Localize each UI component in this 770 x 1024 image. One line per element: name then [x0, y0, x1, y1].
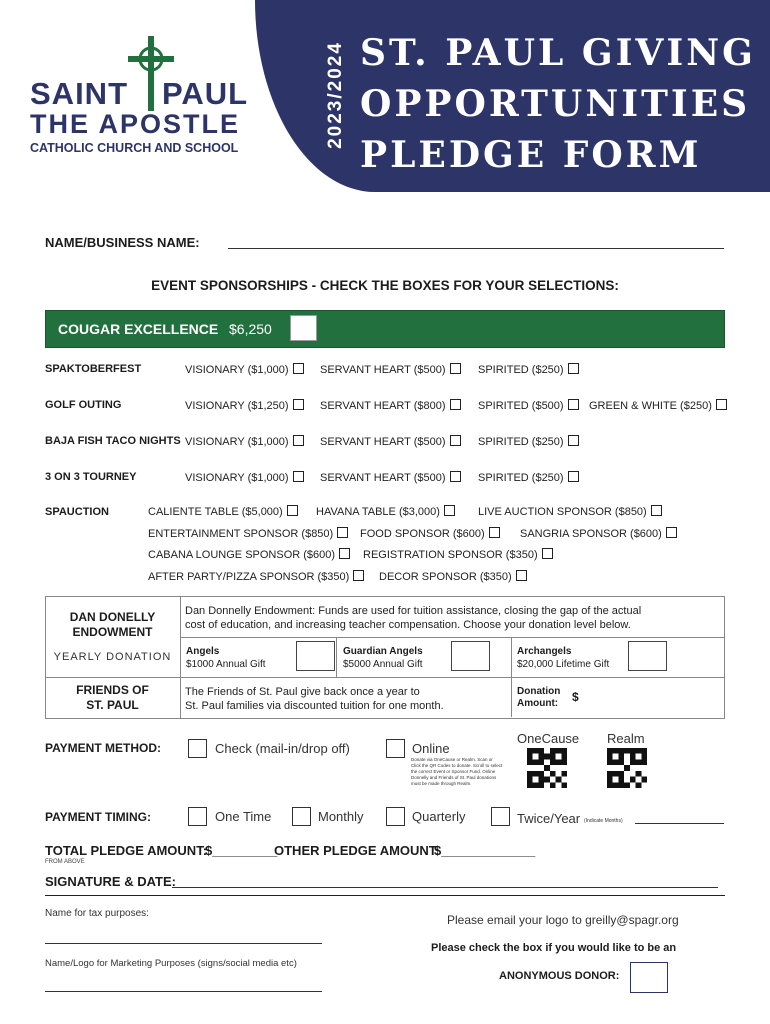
option-label: AFTER PARTY/PIZZA SPONSOR ($350)	[148, 571, 350, 583]
option-label: REGISTRATION SPONSOR ($350)	[363, 549, 538, 561]
quarterly-checkbox[interactable]	[386, 807, 405, 826]
marketing-field[interactable]	[45, 991, 322, 992]
option-checkbox[interactable]	[450, 399, 461, 410]
tax-name-label: Name for tax purposes:	[45, 908, 149, 919]
option-label: VISIONARY ($1,000)	[185, 364, 289, 376]
online-checkbox[interactable]	[386, 739, 405, 758]
option-label: HAVANA TABLE ($3,000)	[316, 506, 440, 518]
option-label: VISIONARY ($1,250)	[185, 400, 289, 412]
option-label: CABANA LOUNGE SPONSOR ($600)	[148, 549, 336, 561]
option-checkbox[interactable]	[337, 527, 348, 538]
dan-title: DAN DONELLY ENDOWMENT	[69, 610, 156, 639]
event-name: BAJA FISH TACO NIGHTS	[45, 435, 181, 447]
option-label: SERVANT HEART ($500)	[320, 472, 446, 484]
check-checkbox[interactable]	[188, 739, 207, 758]
other-field[interactable]: $_____________	[434, 843, 536, 858]
total-label: TOTAL PLEDGE AMOUNT:	[45, 843, 208, 858]
event-name: SPAKTOBERFEST	[45, 363, 142, 375]
one-time-checkbox[interactable]	[188, 807, 207, 826]
donation-amount-label: Donation Amount:	[517, 686, 561, 709]
option-label: SPIRITED ($250)	[478, 364, 564, 376]
dan-description: Dan Donnelly Endowment: Funds are used for tuition assistance, closing the gap of the actual cost of education, and increasing teacher compensation. Choose your donation level below.	[185, 605, 642, 631]
cougar-checkbox[interactable]	[290, 315, 317, 341]
realm-qr-icon[interactable]	[607, 748, 647, 788]
from-above-note: FROM ABOVE	[45, 859, 85, 865]
option-checkbox[interactable]	[293, 471, 304, 482]
option-checkbox[interactable]	[444, 505, 455, 516]
option-label: DECOR SPONSOR ($350)	[379, 571, 512, 583]
months-field[interactable]	[635, 823, 724, 824]
logo-text-saint: SAINT	[30, 76, 128, 111]
friends-title: FRIENDS OF ST. PAUL	[76, 683, 149, 712]
email-note: Please email your logo to greilly@spagr.org	[447, 913, 679, 927]
event-name: 3 ON 3 TOURNEY	[45, 471, 137, 483]
twice-year-label: Twice/Year	[517, 811, 581, 826]
guardian-angels-checkbox[interactable]	[451, 641, 490, 671]
option-label: CALIENTE TABLE ($5,000)	[148, 506, 283, 518]
form-title: ST. PAUL GIVING OPPORTUNITIES PLEDGE FORM	[360, 32, 756, 176]
onecause-label: OneCause	[517, 731, 580, 746]
option-label: LIVE AUCTION SPONSOR ($850)	[478, 506, 647, 518]
name-label: NAME/BUSINESS NAME:	[45, 235, 200, 250]
payment-method-label: PAYMENT METHOD:	[45, 741, 162, 755]
signature-field[interactable]	[172, 887, 718, 888]
option-label: GREEN & WHITE ($250)	[589, 400, 712, 412]
angels-checkbox[interactable]	[296, 641, 335, 671]
option-checkbox[interactable]	[293, 363, 304, 374]
online-note: Donate via OneCause or Realm. Scan or Click the QR Codes to donate. Scroll to select the correct Event or Sponsor Fund. Online Donnelly and Friends of St. Paul donations must be made through Realm.	[411, 757, 503, 786]
twice-year-checkbox[interactable]	[491, 807, 510, 826]
event-heading: EVENT SPONSORSHIPS - CHECK THE BOXES FOR YOUR SELECTIONS:	[151, 278, 619, 293]
months-note: (Indicate Months)	[584, 818, 623, 824]
option-checkbox[interactable]	[489, 527, 500, 538]
anonymous-checkbox[interactable]	[630, 962, 668, 993]
option-label: SERVANT HEART ($800)	[320, 400, 446, 412]
donation-amount-field[interactable]: $	[572, 690, 579, 704]
realm-label: Realm	[607, 731, 645, 746]
logo-subtitle: CATHOLIC CHURCH AND SCHOOL	[30, 141, 239, 155]
option-checkbox[interactable]	[516, 570, 527, 581]
name-field[interactable]	[228, 248, 724, 249]
option-checkbox[interactable]	[716, 399, 727, 410]
anonymous-label: ANONYMOUS DONOR:	[499, 970, 620, 982]
option-checkbox[interactable]	[353, 570, 364, 581]
option-checkbox[interactable]	[293, 399, 304, 410]
option-checkbox[interactable]	[666, 527, 677, 538]
logo-text-paul: PAUL	[162, 76, 249, 111]
option-label: SERVANT HEART ($500)	[320, 364, 446, 376]
option-label: FOOD SPONSOR ($600)	[360, 528, 485, 540]
option-checkbox[interactable]	[568, 435, 579, 446]
option-checkbox[interactable]	[568, 399, 579, 410]
section-divider	[45, 895, 725, 896]
option-checkbox[interactable]	[568, 363, 579, 374]
dan-subtitle: YEARLY DONATION	[53, 651, 172, 663]
event-name: SPAUCTION	[45, 506, 109, 518]
option-checkbox[interactable]	[450, 363, 461, 374]
cougar-price: $6,250	[229, 321, 272, 337]
level-angels: Angels $1000 Annual Gift	[186, 646, 266, 670]
payment-timing-label: PAYMENT TIMING:	[45, 810, 152, 824]
online-label: Online	[412, 741, 450, 756]
option-label: SPIRITED ($250)	[478, 472, 564, 484]
option-checkbox[interactable]	[293, 435, 304, 446]
option-checkbox[interactable]	[450, 471, 461, 482]
onecause-qr-icon[interactable]	[527, 748, 567, 788]
level-guardian-angels: Guardian Angels $5000 Annual Gift	[343, 646, 423, 670]
quarterly-label: Quarterly	[412, 809, 466, 824]
archangels-checkbox[interactable]	[628, 641, 667, 671]
option-label: SPIRITED ($250)	[478, 436, 564, 448]
year-label: 2023/2024	[325, 41, 346, 149]
signature-label: SIGNATURE & DATE:	[45, 874, 176, 889]
monthly-checkbox[interactable]	[292, 807, 311, 826]
level-archangels: Archangels $20,000 Lifetime Gift	[517, 646, 610, 670]
one-time-label: One Time	[215, 809, 272, 824]
option-checkbox[interactable]	[542, 548, 553, 559]
option-label: VISIONARY ($1,000)	[185, 436, 289, 448]
option-checkbox[interactable]	[651, 505, 662, 516]
cougar-label: COUGAR EXCELLENCE	[58, 321, 219, 337]
option-checkbox[interactable]	[287, 505, 298, 516]
monthly-label: Monthly	[318, 809, 364, 824]
logo-text-apostle: THE APOSTLE	[30, 109, 241, 139]
option-checkbox[interactable]	[568, 471, 579, 482]
other-label: OTHER PLEDGE AMOUNT:	[274, 843, 440, 858]
option-checkbox[interactable]	[450, 435, 461, 446]
marketing-label: Name/Logo for Marketing Purposes (signs/social media etc)	[45, 958, 297, 969]
total-field[interactable]: $_________	[205, 843, 278, 858]
friends-description: The Friends of St. Paul give back once a year to St. Paul families via discounted tuition for one month.	[185, 686, 444, 712]
option-label: SERVANT HEART ($500)	[320, 436, 446, 448]
option-label: SANGRIA SPONSOR ($600)	[520, 528, 662, 540]
check-label: Check (mail-in/drop off)	[215, 741, 350, 756]
event-name: GOLF OUTING	[45, 399, 122, 411]
option-label: SPIRITED ($500)	[478, 400, 564, 412]
option-label: ENTERTAINMENT SPONSOR ($850)	[148, 528, 334, 540]
anonymous-prompt: Please check the box if you would like to be an	[431, 942, 677, 954]
option-label: VISIONARY ($1,000)	[185, 472, 289, 484]
tax-name-field[interactable]	[45, 943, 322, 944]
option-checkbox[interactable]	[339, 548, 350, 559]
